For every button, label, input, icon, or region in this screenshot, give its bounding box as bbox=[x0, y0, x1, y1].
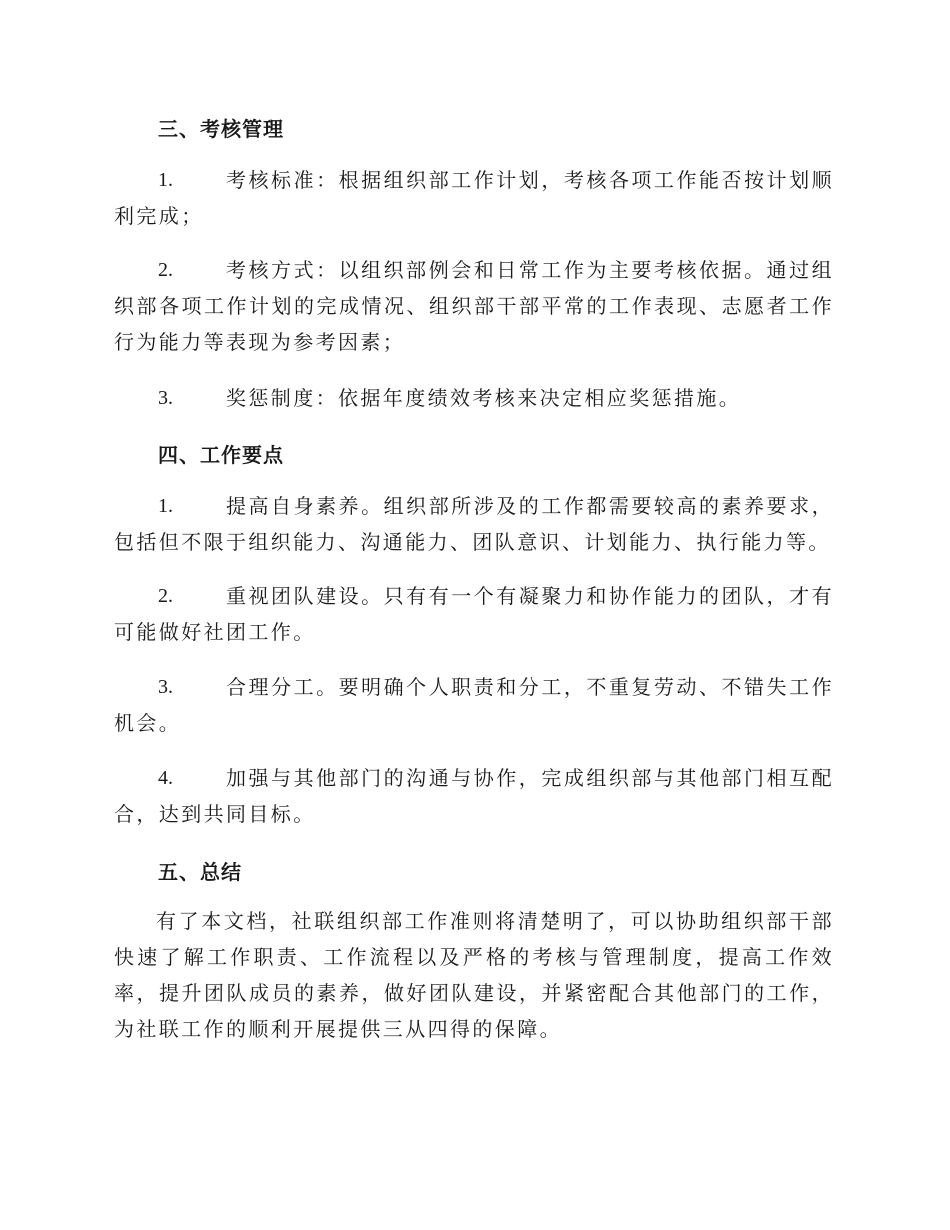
list-item bbox=[114, 488, 834, 560]
list-item bbox=[114, 162, 834, 234]
list-item bbox=[114, 578, 834, 650]
list-item bbox=[114, 669, 834, 741]
list-item-text: 提高自身素养。组织部所涉及的工作都需要较高的素养要求，包括但不限于组织能力、沟通能力、团队意识、计划能力、执行能力等。 bbox=[114, 494, 834, 554]
section-heading-summary: 五、总结 bbox=[158, 860, 242, 884]
list-item-number: 2. bbox=[158, 585, 173, 607]
section-heading-key-points: 四、工作要点 bbox=[158, 443, 284, 467]
list-item bbox=[114, 760, 834, 832]
section-heading-assessment: 三、考核管理 bbox=[158, 117, 284, 141]
list-item-number: 3. bbox=[158, 387, 173, 409]
list-item-text: 考核方式：以组织部例会和日常工作为主要考核依据。通过组织部各项工作计划的完成情况、组织部干部平常的工作表现、志愿者工作行为能力等表现为参考因素； bbox=[114, 258, 834, 354]
list-item-text: 合理分工。要明确个人职责和分工，不重复劳动、不错失工作机会。 bbox=[114, 675, 834, 735]
list-item-text: 加强与其他部门的沟通与协作，完成组织部与其他部门相互配合，达到共同目标。 bbox=[114, 766, 834, 826]
list-item-number: 1. bbox=[158, 495, 173, 517]
list-item bbox=[114, 380, 834, 416]
list-item bbox=[114, 252, 834, 360]
list-item-text: 考核标准：根据组织部工作计划，考核各项工作能否按计划顺利完成； bbox=[114, 168, 834, 228]
list-item-number: 4. bbox=[158, 767, 173, 789]
list-item-number: 2. bbox=[158, 259, 173, 281]
list-item-text: 奖惩制度：依据年度绩效考核来决定相应奖惩措施。 bbox=[226, 386, 742, 410]
list-item-number: 1. bbox=[158, 169, 173, 191]
summary-paragraph: 有了本文档，社联组织部工作准则将清楚明了，可以协助组织部干部快速了解工作职责、工作流程以及严格的考核与管理制度，提高工作效率，提升团队成员的素养，做好团队建设，并紧密配合其他部门的工作，为社联工作的顺利开展提供三从四得的保障。 bbox=[114, 909, 834, 1041]
list-item-number: 3. bbox=[158, 676, 173, 698]
list-item-text: 重视团队建设。只有有一个有凝聚力和协作能力的团队，才有可能做好社团工作。 bbox=[114, 584, 834, 644]
